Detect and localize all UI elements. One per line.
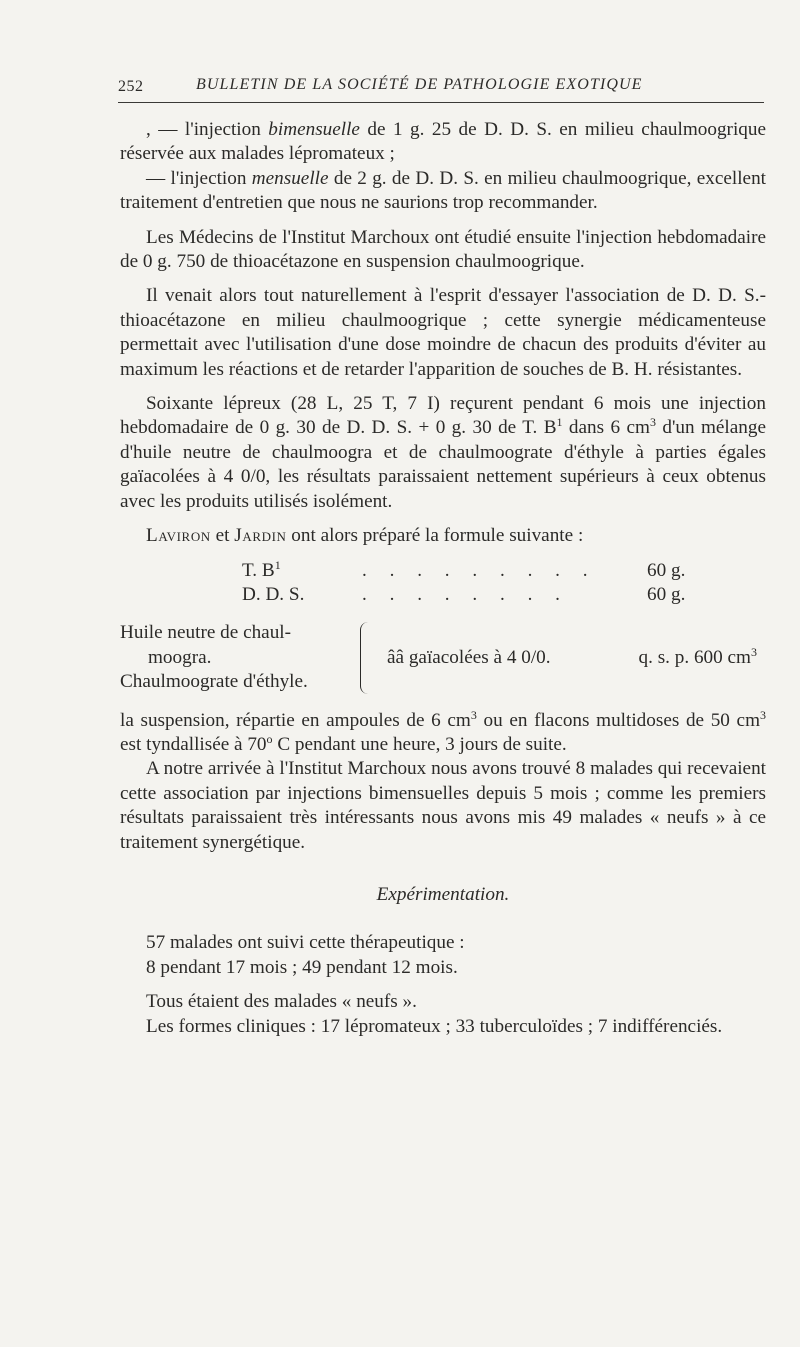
section-title: Expérimentation.: [376, 883, 510, 905]
emphasis-bimensuelle: bimensuelle: [268, 119, 360, 140]
running-title: BULLETIN DE LA SOCIÉTÉ DE PATHOLOGIE EXOTIQUE: [196, 76, 643, 93]
paragraph-suspension: la suspension, répartie en ampoules de 6 $cm^3$ ou en flacons multidoses de 50 $cm^3$ est tyndallisée à 70$^o$ C pendant une heure, 3 jours de suite.: [120, 707, 766, 755]
paragraph-formule: Laviron et Jardin ont alors préparé la formule suivante :: [146, 525, 584, 547]
body-text: [120, 118, 766, 1039]
paragraph-thioacetazone: Les Médecins de l'Institut Marchoux ont étudié ensuite l'injection hebdomadaire de 0 g. 750 de thioacétazone en suspension chaulmoogrique.: [120, 226, 766, 273]
compound-ingredients: Huile neutre de chaul- moogra. Chaulmoograte d'éthyle.: [120, 622, 308, 693]
experiment-line: Les formes cliniques : 17 lépromateux ; 33 tuberculoïdes ; 7 indifférenciés.: [146, 1015, 723, 1037]
paragraph-mensuelle: — l'injection mensuelle de 2 g. de D. D. S. en milieu chaulmoogrique, excellent traitement d'entretien que nous ne saurions trop recommander.: [120, 167, 766, 214]
experiment-line: 57 malades ont suivi cette thérapeutique :: [146, 932, 465, 954]
compound-quantity: q. s. p. 600 $cm^3$: [638, 644, 757, 668]
recipe-row: T. $B^1$ . . . . . . . . . 60 g.: [242, 557, 686, 581]
page-number: 252: [118, 78, 144, 95]
paragraph-soixante-lepreux: Soixante lépreux (28 L, 25 T, 7 I) reçurent pendant 6 mois une injection hebdomadaire de 0 g. 30 de D. D. S. + 0 g. 30 de T. $B^1$ dans 6 $cm^3$ d'un mélange d'huile neutre de chaulmoogra et de chaulmoograte d'éthyle à parties égales gaïacolées à 4 0/0, les résultats paraissaient nettement supérieurs à ceux obtenus avec les produits utilisés isolément.: [120, 393, 766, 512]
emphasis-mensuelle: mensuelle: [251, 167, 329, 189]
paragraph-arrivee: A notre arrivée à l'Institut Marchoux nous avons trouvé 8 malades qui recevaient cette association par injections bimensuelles depuis 5 mois ; comme les premiers résultats paraissaient très intéressants nous avons mis 49 malades « neufs » à ce traitement synergétique.: [120, 758, 766, 853]
compound-treatment: ââ gaïacolées à 4 0/0.: [387, 646, 551, 668]
experiment-line: 8 pendant 17 mois ; 49 pendant 12 mois.: [146, 956, 458, 978]
paragraph-bimensuelle: , — l'injection bimensuelle de 1 g. 25 de D. D. S. en milieu chaulmoogrique réservée aux malades lépromateux ;: [120, 119, 766, 165]
experiment-line: Tous étaient des malades « neufs ».: [146, 991, 417, 1013]
recipe-row: D. D. S. . . . . . . . . 60 g.: [242, 583, 686, 605]
author-jardin: Jardin: [234, 525, 287, 547]
page-header: [118, 74, 764, 103]
author-laviron: Laviron: [146, 525, 211, 547]
paragraph-association: Il venait alors tout naturellement à l'esprit d'essayer l'association de D. D. S.-thioacétazone en milieu chaulmoogrique ; cette synergie médicamenteuse permettait avec l'utilisation d'une dose moindre de chacun des produits d'éviter au maximum les réactions et de retarder l'apparition de souches de B. H. résistantes.: [120, 285, 766, 380]
recipe-list: [120, 559, 766, 608]
compound-formula: [120, 621, 766, 694]
brace-mark: [360, 622, 377, 694]
